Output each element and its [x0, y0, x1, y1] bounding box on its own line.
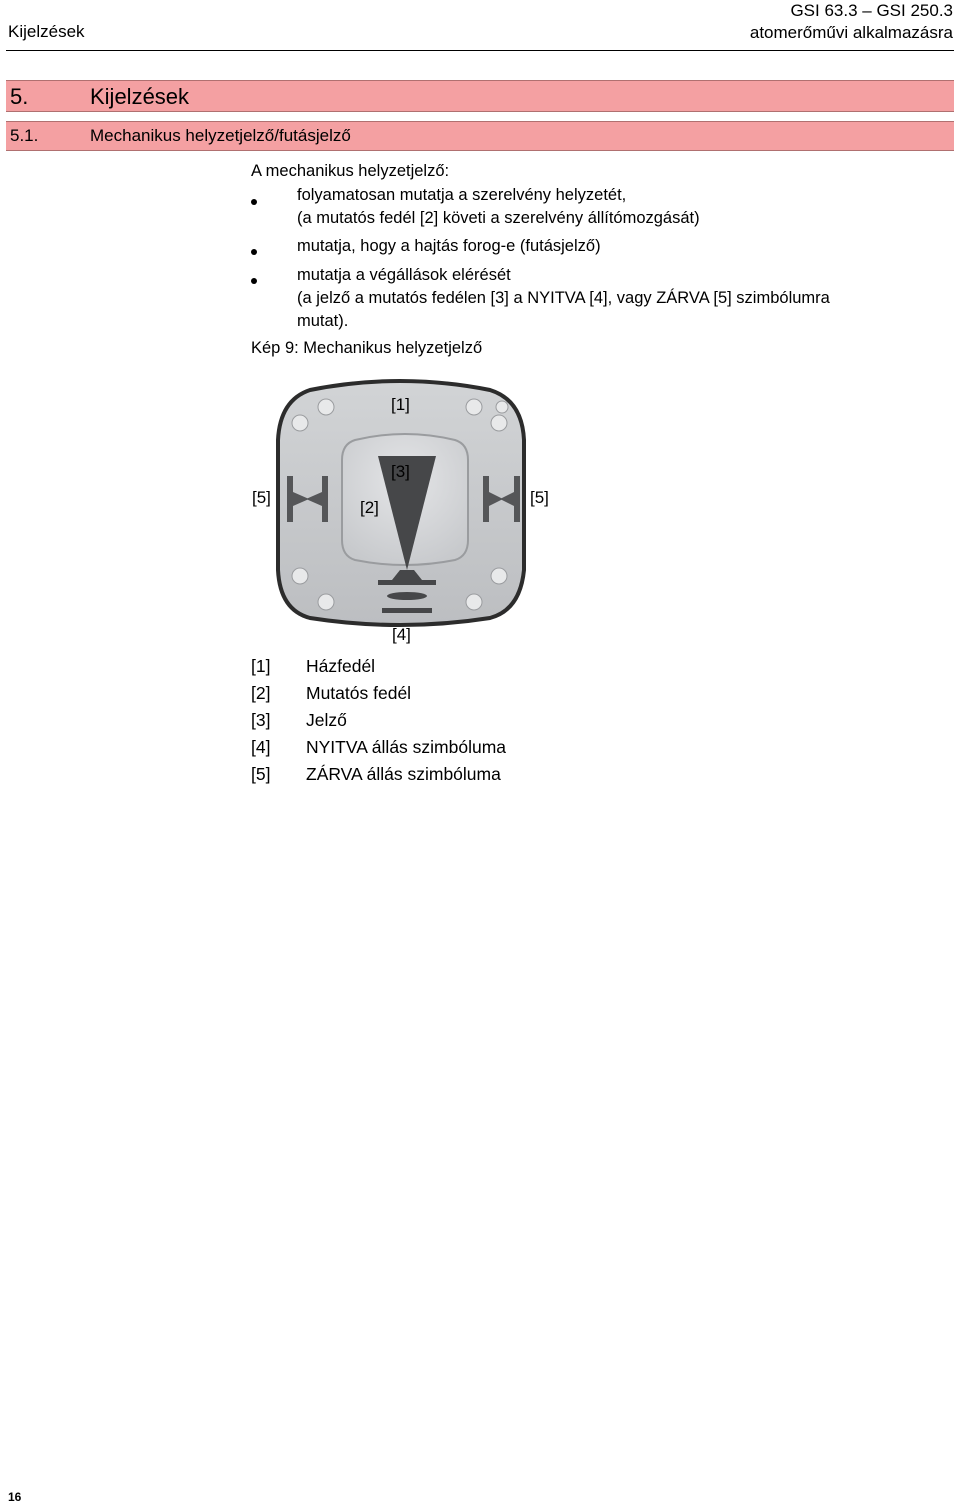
legend-value: NYITVA állás szimbóluma — [306, 737, 507, 757]
intro-text: A mechanikus helyzetjelző: — [251, 162, 450, 180]
screw-icon — [466, 594, 482, 610]
bullet-dot — [251, 249, 257, 255]
label-2: [2] — [360, 498, 379, 517]
chapter-heading — [6, 80, 954, 112]
screw-icon — [292, 568, 308, 584]
label-4: [4] — [392, 625, 411, 644]
screw-icon — [292, 415, 308, 431]
header-product-range: GSI 63.3 – GSI 250.3 — [790, 1, 953, 20]
label-3: [3] — [391, 462, 410, 481]
running-header-left: Kijelzések — [8, 22, 85, 41]
bullet-3-line-1: mutatja a végállások elérését — [297, 266, 511, 284]
label-5-right: [5] — [530, 488, 549, 507]
bullet-dot — [251, 199, 257, 205]
legend-key: [5] — [251, 764, 271, 784]
section-heading — [6, 121, 954, 151]
header-application: atomerőművi alkalmazásra — [749, 23, 953, 42]
bullet-2-line-1: mutatja, hogy a hajtás forog-e (futásjelző) — [297, 237, 601, 255]
page-number: 16 — [8, 1490, 22, 1504]
legend-value: ZÁRVA állás szimbóluma — [306, 764, 501, 784]
mechanical-position-indicator-figure — [240, 370, 570, 650]
screw-icon — [491, 415, 507, 431]
legend-value: Mutatós fedél — [306, 683, 412, 703]
screw-icon — [496, 401, 508, 413]
header-rule — [6, 50, 954, 51]
legend-key: [3] — [251, 710, 271, 730]
legend-key: [4] — [251, 737, 271, 757]
legend-key: [2] — [251, 683, 271, 703]
screw-icon — [466, 399, 482, 415]
chapter-number: 5. — [10, 84, 29, 109]
screw-icon — [318, 399, 334, 415]
label-1: [1] — [391, 395, 410, 414]
legend-value: Jelző — [306, 710, 347, 730]
bullet-dot — [251, 278, 257, 284]
screw-icon — [318, 594, 334, 610]
running-header-right — [750, 0, 953, 44]
figure-caption: Kép 9: Mechanikus helyzetjelző — [251, 339, 483, 357]
bullet-1-line-2: (a mutatós fedél [2] követi a szerelvény állítómozgását) — [297, 209, 700, 227]
label-5-left: [5] — [252, 488, 271, 507]
legend-value: Házfedél — [306, 656, 376, 676]
bullet-3-line-2: (a jelző a mutatós fedélen [3] a NYITVA [4], vagy ZÁRVA [5] szimbólumra — [297, 289, 830, 307]
legend-key: [1] — [251, 656, 271, 676]
bullet-3-line-3: mutat). — [297, 312, 349, 330]
section-title: Mechanikus helyzetjelző/futásjelző — [90, 126, 351, 145]
chapter-title: Kijelzések — [90, 84, 190, 109]
section-number: 5.1. — [10, 126, 39, 145]
bullet-1-line-1: folyamatosan mutatja a szerelvény helyzetét, — [297, 186, 627, 204]
screw-icon — [491, 568, 507, 584]
